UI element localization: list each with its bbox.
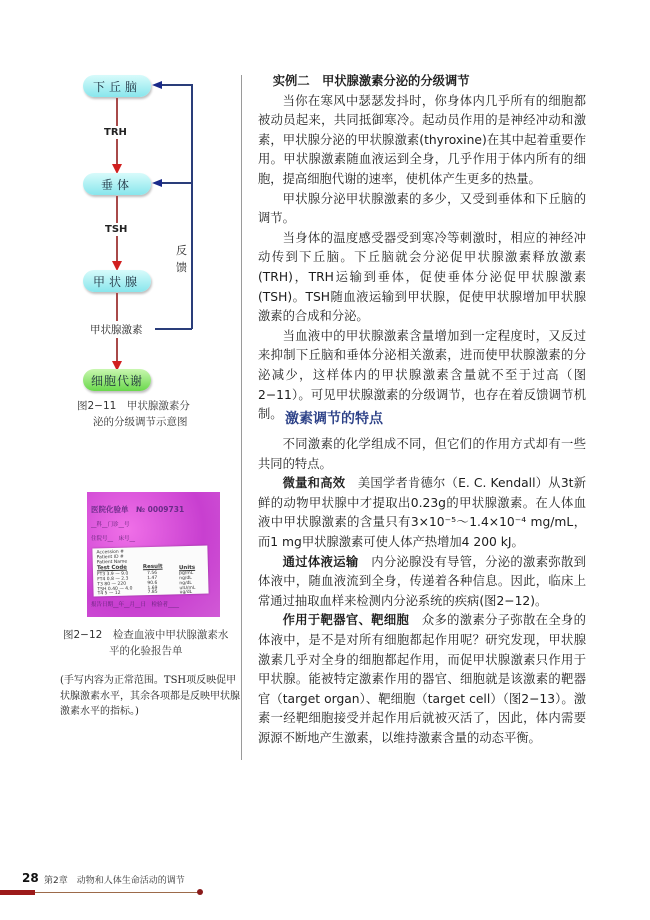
feature-text: 内分泌腺没有导管，分泌的激素弥散到体液中，随血液流到全身，传递着各种信息。因此，临床上常通过抽取血样来检测内分泌系统的疾病(图2−12)。 <box>258 554 586 608</box>
caption-line: 图2−11 甲状腺激素分 <box>77 400 190 412</box>
report-cell: T3 80 — 220 <box>97 581 127 588</box>
lab-report-image <box>87 492 220 617</box>
report-row: 报告日期__年__月__日 检验者____ <box>91 602 180 608</box>
report-row: __科__门诊__号 <box>91 522 130 528</box>
report-row: 住院号__ 床号__ <box>91 536 136 542</box>
report-cell: 7.85 <box>147 589 158 596</box>
example-section <box>258 72 586 425</box>
report-cell: ng/dL <box>179 575 192 582</box>
feature-title: 通过体液运输 <box>282 554 359 569</box>
report-cell: FT4 0.8 — 2.3 <box>97 576 129 583</box>
report-cell: 1.69 <box>147 585 158 592</box>
arrow-left-icon <box>152 81 162 89</box>
caption-line: 泌的分级调节示意图 <box>93 416 188 428</box>
report-col-header: Result <box>142 563 163 571</box>
paragraph: 甲状腺分泌甲状腺激素的多少，又受到垂体和下丘脑的调节。 <box>258 191 586 226</box>
figure-2-12-caption <box>63 627 228 659</box>
page-number: 28 <box>22 871 39 885</box>
report-cell: pg/mL <box>179 570 194 577</box>
page-footer <box>0 868 650 898</box>
report-cell: 90.6 <box>147 580 158 587</box>
paragraph: 当身体的温度感受器受到寒冷等刺激时，相应的神经冲动传到下丘脑。下丘脑就会分泌促甲状腺激素释放激素(TRH)，TRH运输到垂体，促使垂体分泌促甲状腺激素(TSH)。TSH随血液运输到甲状腺，促使甲状腺增加甲状腺激素的合成和分泌。 <box>258 230 586 324</box>
paragraph: 当你在寒风中瑟瑟发抖时，你身体内几乎所有的细胞都被动员起来，共同抵御寒冷。起动员作用的是神经冲动和激素，甲状腺分泌的甲状腺激素(thyroxine)在其中起着重要作用。甲状腺激素随血液运到全身，几乎作用于体内所有的细胞，提高细胞代谢的速率，使机体产生更多的热量。 <box>258 93 586 186</box>
report-cell: ug/dL <box>179 589 193 596</box>
section-heading: 激素调节的特点 <box>285 411 383 427</box>
report-cell: TSH 0.40 — 4.0 <box>97 586 133 593</box>
caption-line: 图2−12 检查血液中甲状腺激素水 <box>63 629 229 641</box>
report-field: Patient Name <box>96 559 128 566</box>
node-pituitary: 垂体 <box>83 173 151 195</box>
label-trh: TRH <box>104 127 127 138</box>
feedback-line <box>191 84 193 329</box>
feature-paragraph <box>258 611 586 748</box>
feature-title: 微量和高效 <box>282 476 346 491</box>
label-thyroxine: 甲状腺激素 <box>90 321 143 338</box>
report-cell: 7.56 <box>147 570 158 577</box>
report-printout <box>92 546 208 597</box>
node-hypothalamus: 下丘脑 <box>83 75 151 97</box>
report-cell: uIU/mL <box>179 585 196 592</box>
figure-2-11-diagram <box>70 60 240 400</box>
label-feedback: 反馈 <box>176 244 187 274</box>
figure-2-11-caption <box>77 398 190 430</box>
report-cell: ng/dL <box>179 580 192 587</box>
arrow-left-icon <box>152 179 162 187</box>
report-cell: 1.47 <box>147 575 158 582</box>
feature-text: 美国学者肯德尔（E. C. Kendall）从3t新鲜的动物甲状腺中才提取出0.23g的甲状腺激素。在人体血液中甲状腺激素的含量只有3×10⁻⁵～1.4×10⁻⁴ mg/mL，而1 mg甲状腺激素可使人体产热增加4 200 kJ。 <box>258 476 586 549</box>
column-divider <box>241 75 242 760</box>
report-cell: FT3 3.9 — 9.0 <box>97 571 129 578</box>
report-field: Patient ID # <box>96 554 124 561</box>
chapter-title: 第2章 动物和人体生命活动的调节 <box>44 876 185 886</box>
footer-accent-bar <box>0 890 35 895</box>
report-cell: T4 5 — 12 <box>97 590 121 597</box>
report-field: Accession # <box>96 549 125 556</box>
features-section <box>258 435 586 749</box>
feature-title: 作用于靶器官、靶细胞 <box>282 613 410 628</box>
footer-rule <box>35 892 200 893</box>
label-tsh: TSH <box>105 224 128 235</box>
feature-paragraph <box>258 553 586 612</box>
feedback-line <box>155 328 192 330</box>
report-col-header: Units <box>178 564 196 572</box>
feature-paragraph <box>258 474 586 552</box>
report-header: 医院化验单 № 0009731 <box>91 505 185 514</box>
paragraph: 不同激素的化学组成不同，但它们的作用方式却有一些共同的特点。 <box>258 437 586 471</box>
report-col-header: Test Code <box>96 564 128 572</box>
node-thyroid: 甲状腺 <box>83 270 151 292</box>
figure-2-12-note: (手写内容为正常范围。TSH项反映促甲状腺激素水平，其余各项都是反映甲状腺激素水平的指标。) <box>60 675 240 717</box>
footer-dot <box>197 889 203 895</box>
example-title: 实例二 甲状腺激素分泌的分级调节 <box>272 74 470 88</box>
caption-line: 平的化验报告单 <box>109 645 183 657</box>
paragraph: 当血液中的甲状腺激素含量增加到一定程度时，又反过来抑制下丘脑和垂体分泌相关激素，进而使甲状腺激素的分泌减少，这样体内的甲状腺激素含量就不至于过高（图2−11）。可见甲状腺激素的分级调节，也存在着反馈调节机制。 <box>258 328 586 422</box>
node-cell-metabolism: 细胞代谢 <box>83 369 151 391</box>
feature-text: 众多的激素分子弥散在全身的体液中，是不是对所有细胞都起作用呢？研究发现，甲状腺激素几乎对全身的细胞都起作用，而促甲状腺激素只作用于甲状腺。能被特定激素作用的器官、细胞就是该激素的靶器官（target organ）、靶细胞（target cell）（图2−13）。激素一经靶细胞接受并起作用后就被灭活了，因此，体内需要源源不断地产生激素，以维持激素含量的动态平衡。 <box>258 613 586 745</box>
